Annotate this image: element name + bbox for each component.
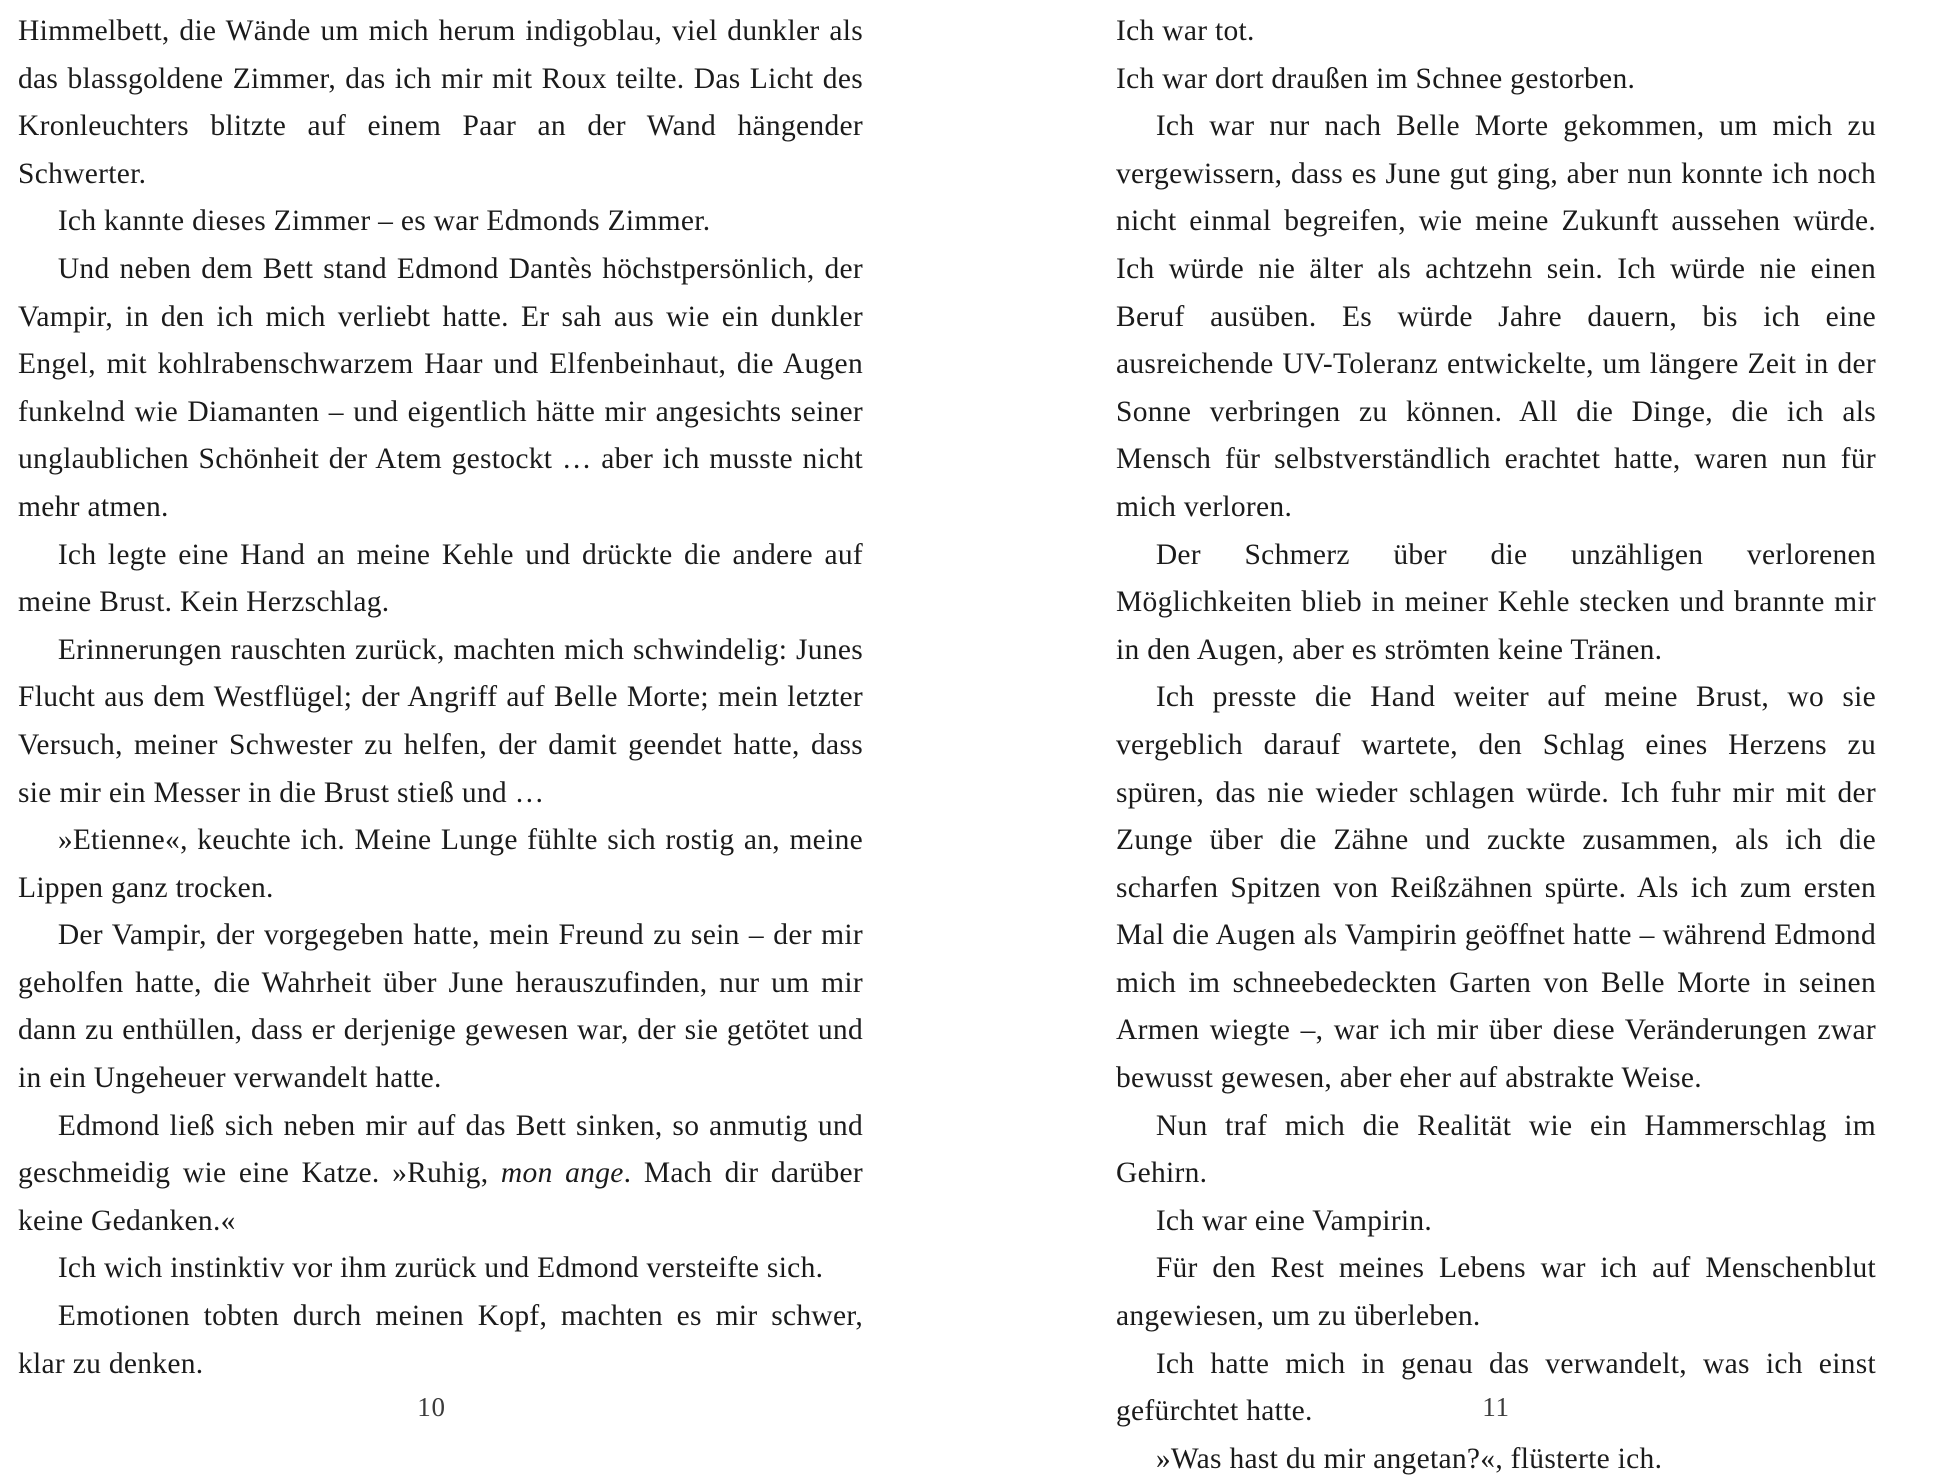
paragraph: Himmelbett, die Wände um mich herum indigoblau, viel dunkler als das blassgoldene Zimmer, das ich mir mit Roux teilte. Das Licht des Kronleuchters blitzte auf einem Paar an der Wand hängender Schwerter. xyxy=(18,15,863,190)
page-number: 10 xyxy=(417,1392,446,1422)
paragraph: Nun traf mich die Realität wie ein Hammerschlag im Gehirn. xyxy=(1116,1109,1876,1190)
paragraph: Und neben dem Bett stand Edmond Dantès höchstpersönlich, der Vampir, in den ich mich verliebt hatte. Er sah aus wie ein dunkler Engel, mit kohlrabenschwarzem Haar und Elfenbeinhaut, die Augen funkelnd wie Diamanten – und eigentlich hätte mir angesichts seiner unglaublichen Schönheit der Atem gestockt … aber ich musste nicht mehr atmen. xyxy=(18,252,863,523)
paragraph: Ich legte eine Hand an meine Kehle und drückte die andere auf meine Brust. Kein Herzschlag. xyxy=(18,538,863,619)
paragraph: Der Schmerz über die unzähligen verlorenen Möglichkeiten blieb in meiner Kehle stecken und brannte mir in den Augen, aber es strömten keine Tränen. xyxy=(1116,538,1876,666)
paragraph: Der Vampir, der vorgegeben hatte, mein Freund zu sein – der mir geholfen hatte, die Wahrheit über June herauszufinden, nur um mir dann zu enthüllen, dass er derjenige gewesen war, der sie getötet und in ein Ungeheuer verwandelt hatte. xyxy=(18,919,863,1095)
left-page-body xyxy=(18,8,863,1388)
right-page xyxy=(973,0,1946,1475)
paragraph: »Was hast du mir angetan?«, flüsterte ich. xyxy=(1155,1442,1663,1475)
paragraph: Ich kannte dieses Zimmer – es war Edmonds Zimmer. xyxy=(57,205,711,238)
paragraph: Emotionen tobten durch meinen Kopf, machten es mir schwer, klar zu denken. xyxy=(18,1300,863,1380)
page-number: 11 xyxy=(1482,1392,1510,1422)
right-page-body xyxy=(1116,8,1876,1483)
paragraph: Ich war dort draußen im Schnee gestorben. xyxy=(1116,62,1636,95)
paragraph: Ich war eine Vampirin. xyxy=(1155,1204,1433,1237)
paragraph: Ich war nur nach Belle Morte gekommen, um mich zu vergewissern, dass es June gut ging, aber nun konnte ich noch nicht einmal begreifen, wie meine Zukunft aussehen würde. Ich würde nie älter als achtzehn sein. Ich würde nie einen Beruf ausüben. Es würde Jahre dauern, bis ich eine ausreichende UV-Toleranz entwickelte, um längere Zeit in der Sonne verbringen zu können. All die Dinge, die ich als Mensch für selbstverständlich erachtet hatte, waren nun für mich verloren. xyxy=(1116,110,1876,523)
paragraph: »Etienne«, keuchte ich. Meine Lunge fühlte sich rostig an, meine Lippen ganz trocken. xyxy=(18,824,863,904)
paragraph-with-italic: Edmond ließ sich neben mir auf das Bett sinken, so anmutig und geschmeidig wie eine Katze. »Ruhig, mon ange. Mach dir darüber keine Gedanken.« xyxy=(18,1109,863,1237)
paragraph: Erinnerungen rauschten zurück, machten mich schwindelig: Junes Flucht aus dem Westflügel; der Angriff auf Belle Morte; mein letzter Versuch, meiner Schwester zu helfen, der damit geendet hatte, dass sie mir ein Messer in die Brust stieß und … xyxy=(18,633,863,809)
paragraph: Für den Rest meines Lebens war ich auf Menschenblut angewiesen, um zu überleben. xyxy=(1116,1252,1876,1333)
paragraph: Ich wich instinktiv vor ihm zurück und Edmond versteifte sich. xyxy=(57,1252,824,1285)
paragraph: Ich presste die Hand weiter auf meine Brust, wo sie vergeblich darauf wartete, den Schlag eines Herzens zu spüren, das nie wieder schlagen würde. Ich fuhr mir mit der Zunge über die Zähne und zuckte zusammen, als ich die scharfen Spitzen von Reißzähnen spürte. Als ich zum ersten Mal die Augen als Vampirin geöffnet hatte – während Edmond mich im schneebedeckten Garten von Belle Morte in seinen Armen wiegte –, war ich mir über diese Veränderungen zwar bewusst gewesen, aber eher auf abstrakte Weise. xyxy=(1116,681,1876,1095)
left-page xyxy=(0,0,973,1467)
paragraph: Ich war tot. xyxy=(1116,15,1255,47)
paragraph: Ich hatte mich in genau das verwandelt, was ich einst gefürchtet hatte. xyxy=(1116,1347,1876,1428)
